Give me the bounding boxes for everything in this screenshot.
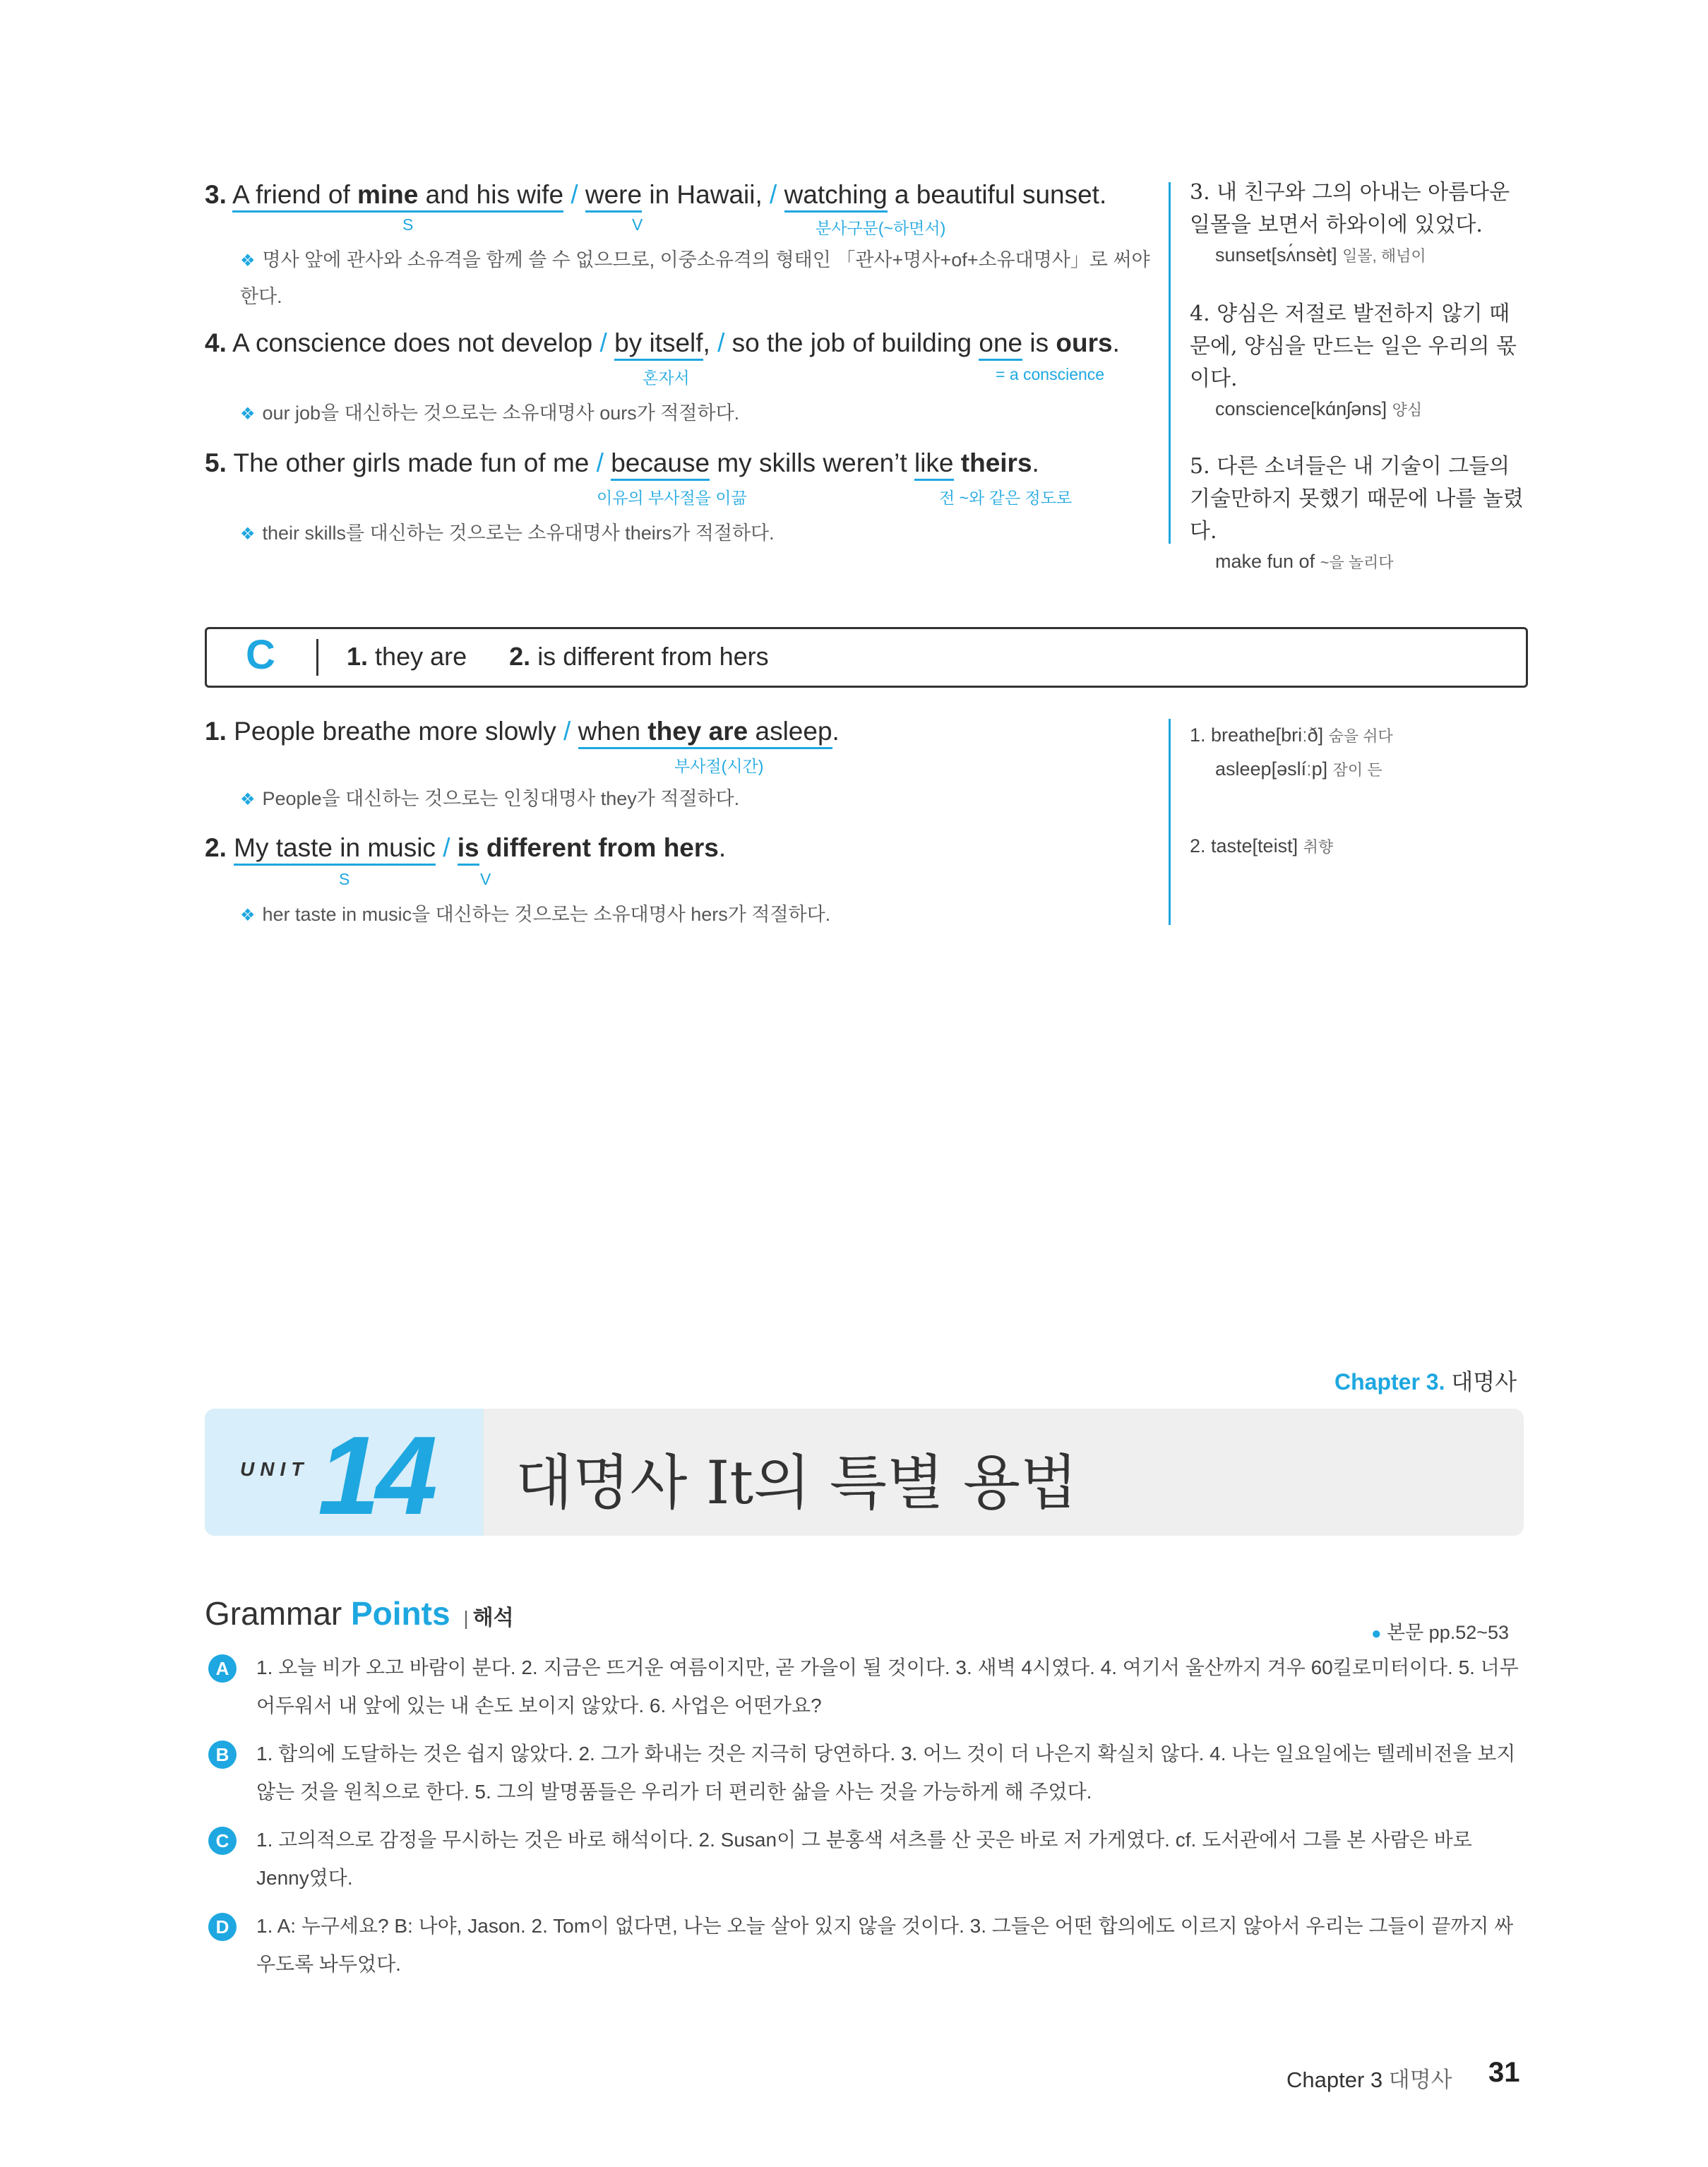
column-divider — [1169, 719, 1171, 925]
annotation-like: 전 ~와 같은 정도로 — [939, 489, 1073, 507]
note-5: ❖ their skills를 대신하는 것으로는 소유대명사 theirs가 적절하다. — [240, 523, 775, 544]
sentence-number: 5. — [205, 448, 227, 477]
annotation-s: S — [339, 870, 350, 888]
text-segment: a beautiful sunset. — [887, 180, 1107, 209]
slash: / — [571, 180, 578, 209]
answers: 1. they are 2. is different from hers — [347, 642, 769, 671]
grammar-item-c — [208, 1821, 1529, 1897]
verb-word: were — [585, 180, 642, 213]
annotation-alone: 혼자서 — [643, 369, 690, 387]
adverb-phrase: by itself — [614, 328, 703, 361]
text-segment: . — [718, 833, 727, 862]
slash: / — [599, 328, 607, 357]
annotation-v: V — [480, 870, 491, 888]
c-sentence-1 — [205, 717, 840, 746]
column-divider — [1169, 182, 1171, 544]
subject-phrase: My taste in music — [234, 833, 436, 866]
label-d-badge: D — [208, 1913, 237, 1941]
conjunction-word: because — [611, 448, 710, 481]
section-letter: C — [246, 632, 275, 678]
preposition-word: like — [914, 448, 954, 481]
sentence-4 — [205, 328, 1120, 358]
text-segment: . — [1032, 448, 1039, 477]
slash: / — [770, 180, 777, 209]
label-c-badge: C — [208, 1827, 237, 1855]
vocab-3: sunset[sʌ́nsèt] 일몰, 해넘이 — [1215, 244, 1426, 265]
annotation-s: S — [402, 215, 414, 234]
unit-word: UNIT — [240, 1458, 309, 1480]
bullet-icon: ● — [1371, 1624, 1382, 1643]
answer-phrase: different from hers — [479, 833, 719, 862]
diamond-bullet-icon: ❖ — [240, 906, 256, 925]
unit-badge — [205, 1409, 484, 1536]
grammar-item-text: 1. 합의에 도달하는 것은 쉽지 않았다. 2. 그가 화내는 것은 지극히 당연하다. 3. 어느 것이 더 나은지 확실치 않다. 4. 나는 일요일에는 텔레비전을 보지 않는 것을 원칙으로 한다. 5. 그의 발명품들은 우리가 더 편리한 삶을 사는 것을 가능하게 해 주었다. — [256, 1743, 1516, 1803]
answer-word: ours — [1056, 328, 1113, 357]
translation-4 — [1190, 298, 1529, 420]
page-number: 31 — [1488, 2057, 1520, 2088]
annotation-participle: 분사구문(~하면서) — [816, 219, 946, 237]
sentence-number: 3. — [205, 180, 227, 209]
pronoun-one: one — [979, 328, 1022, 361]
annotation-adverb-clause: 부사절(시간) — [674, 757, 764, 775]
c-note-1: ❖ People을 대신하는 것으로는 인칭대명사 they가 적절하다. — [240, 788, 740, 809]
text-segment: is — [1022, 328, 1056, 357]
answer-word: theirs — [953, 448, 1032, 477]
annotation-v: V — [632, 215, 643, 234]
verb-word: is — [458, 833, 479, 866]
c-sentence-2 — [205, 833, 726, 863]
note-4: ❖ our job을 대신하는 것으로는 소유대명사 ours가 적절하다. — [240, 402, 740, 424]
translation-5 — [1190, 450, 1529, 573]
footer-chapter: Chapter 3 대명사 — [1286, 2067, 1452, 2092]
textbook-reference: ● 본문 pp.52~53 — [1371, 1622, 1510, 1643]
annotation-because: 이유의 부사절을 이끎 — [597, 489, 747, 507]
c-vocab-2: 2. taste[teist] 취향 — [1190, 835, 1334, 856]
participle-word: watching — [784, 180, 888, 213]
diamond-bullet-icon: ❖ — [240, 525, 256, 544]
label-b-badge: B — [208, 1741, 237, 1769]
translation-text: 5. 다른 소녀들은 내 기술이 그들의 기술만하지 못했기 때문에 나를 놀렸다. — [1190, 454, 1524, 544]
diamond-bullet-icon: ❖ — [240, 251, 256, 270]
sentence-5 — [205, 448, 1039, 478]
subject-phrase: A friend of mine and his wife — [232, 180, 563, 213]
text-segment: my skills weren’t — [710, 448, 914, 477]
diamond-bullet-icon: ❖ — [240, 405, 256, 424]
text-segment: A conscience does not develop — [232, 328, 593, 357]
translation-text: 4. 양심은 저절로 발전하지 않기 때문에, 양심을 만드는 일은 우리의 몫이다. — [1190, 302, 1517, 391]
c-vocab-1: 1. breathe[briːð] 숨을 쉬다 asleep[əslíːp] 잠이 든 — [1190, 724, 1393, 780]
note-3: ❖ 명사 앞에 관사와 소유격을 함께 쓸 수 없으므로, 이중소유격의 형태인 「관사+명사+of+소유대명사」로 써야 한다. — [240, 249, 1150, 307]
text-segment: , — [703, 328, 710, 357]
translation-3 — [1190, 177, 1529, 266]
grammar-item-a — [208, 1649, 1529, 1725]
unit-number: 14 — [318, 1414, 434, 1538]
text-segment: People breathe more slowly — [234, 717, 556, 746]
grammar-item-text: 1. A: 누구세요? B: 나야, Jason. 2. Tom이 없다면, 나는 오늘 살아 있지 않을 것이다. 3. 그들은 어떤 합의에도 이르지 않아서 우리는 그들이 끝까지 싸우도록 놔두었다. — [256, 1915, 1514, 1975]
text-segment: . — [1112, 328, 1120, 357]
diamond-bullet-icon: ❖ — [240, 790, 256, 809]
slash: / — [443, 833, 450, 862]
answer-box-c — [205, 627, 1528, 688]
grammar-item-text: 1. 고의적으로 감정을 무시하는 것은 바로 해석이다. 2. Susan이 그 분홍색 셔츠를 산 곳은 바로 저 가게였다. cf. 도서관에서 그를 본 사람은 바로 Jenny였다. — [256, 1829, 1472, 1889]
c-note-2: ❖ her taste in music을 대신하는 것으로는 소유대명사 hers가 적절하다. — [240, 904, 831, 925]
vocab-4: conscience[kɑ́nʃəns] 양심 — [1215, 398, 1423, 419]
sentence-number: 4. — [205, 328, 227, 357]
chapter-label: Chapter 3. 대명사 — [1334, 1369, 1517, 1395]
sentence-3 — [205, 180, 1106, 210]
grammar-item-b — [208, 1735, 1529, 1811]
grammar-item-d — [208, 1907, 1529, 1983]
sentence-number: 2. — [205, 833, 227, 862]
vocab-5: make fun of ~을 놀리다 — [1215, 551, 1394, 572]
text-segment: so the job of building — [731, 328, 979, 357]
grammar-item-text: 1. 오늘 비가 오고 바람이 분다. 2. 지금은 뜨거운 여름이지만, 곧 가을이 될 것이다. 3. 새벽 4시였다. 4. 여기서 울산까지 겨우 60킬로미터이다. 5. 너무 어두워서 내 앞에 있는 내 손도 보이지 않았다. 6. 사업은 어떤가요? — [256, 1656, 1519, 1717]
text-segment: . — [832, 717, 840, 746]
unit-banner — [205, 1409, 1524, 1536]
when-clause: when they are asleep — [578, 717, 832, 749]
translation-text: 3. 내 친구와 그의 아내는 아름다운 일몰을 보면서 하와이에 있었다. — [1190, 180, 1510, 237]
text-segment: in Hawaii, — [642, 180, 763, 209]
annotation-one: = a conscience — [996, 365, 1105, 383]
grammar-points-heading: Grammar Points | 해석 — [205, 1595, 514, 1632]
slash: / — [563, 717, 571, 746]
divider — [316, 639, 318, 676]
sentence-number: 1. — [205, 717, 227, 746]
slash: / — [596, 448, 604, 477]
label-a-badge: A — [208, 1654, 237, 1683]
slash: / — [717, 328, 725, 357]
unit-title: 대명사 It의 특별 용법 — [515, 1448, 1078, 1517]
text-segment: The other girls made fun of me — [233, 448, 590, 477]
